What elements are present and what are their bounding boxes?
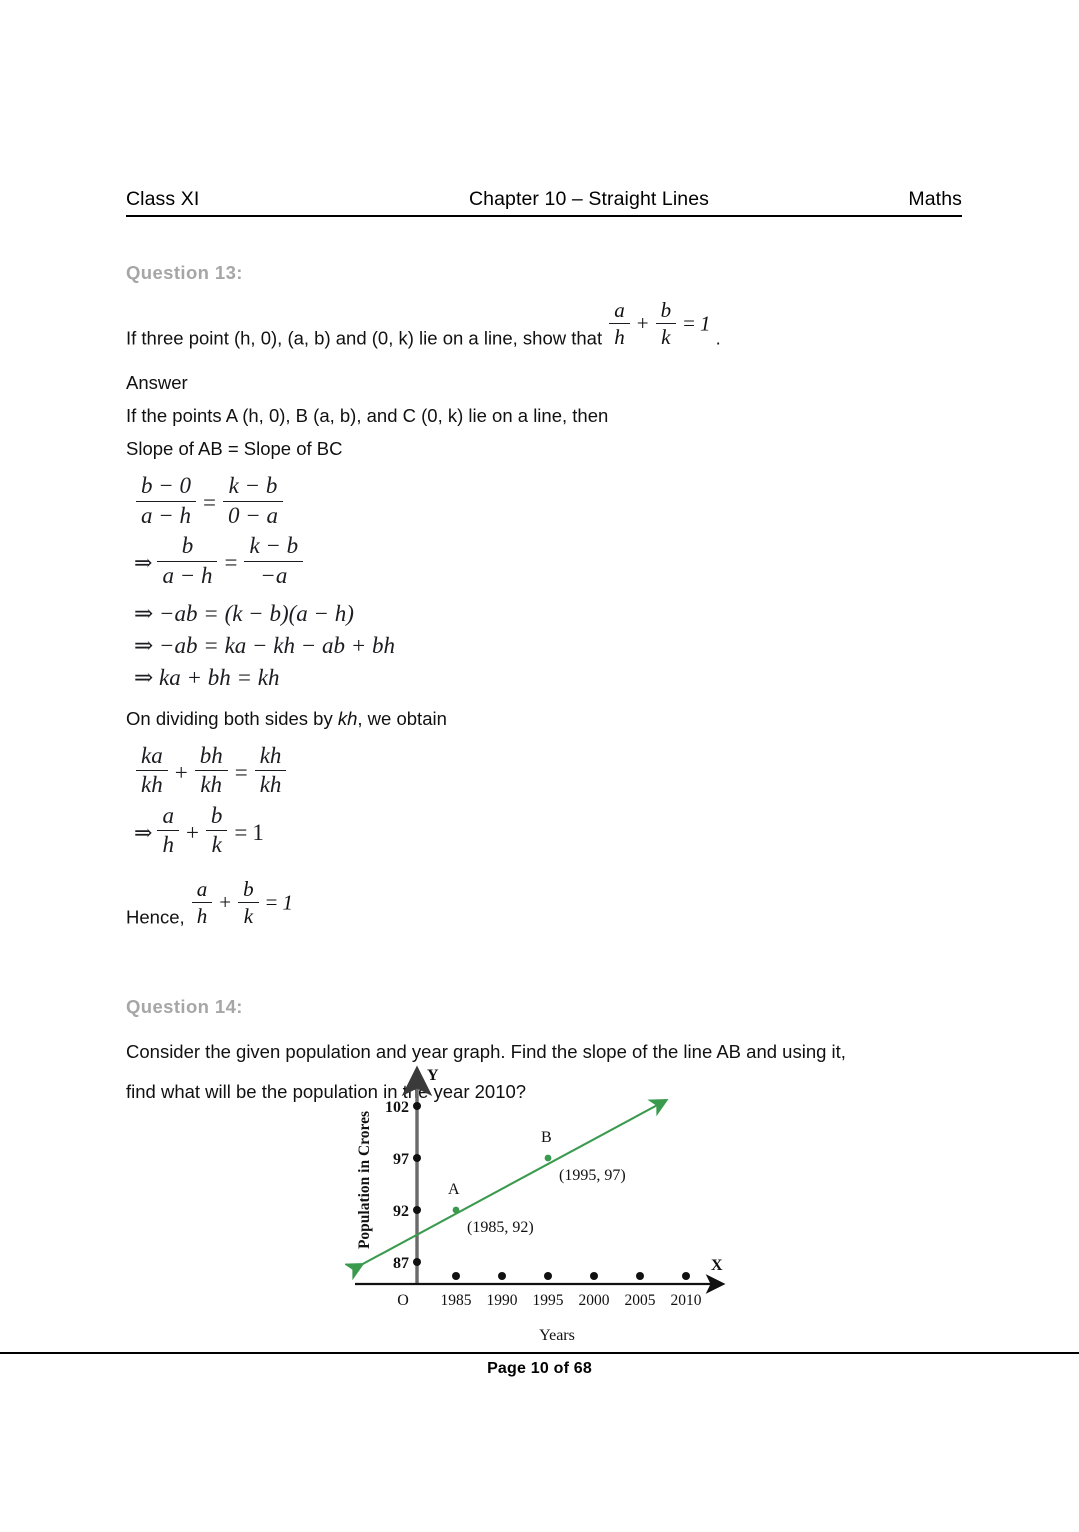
divide-instruction-term: kh [337,708,358,730]
fraction-ka-over-kh: $\frac{ka}{kh}$ [136,743,168,799]
x-tick-dot-2005 [636,1272,644,1280]
point-label-A: A [448,1181,460,1198]
answer-line-2: Slope of AB = Slope of BC [126,438,343,460]
x-tick-label-1985: 1985 [440,1292,472,1309]
point-annotation-A: (1985, 92) [467,1219,534,1236]
page-content [126,262,966,1108]
header-class-label: Class XI [126,188,200,210]
point-annotation-B: (1995, 97) [559,1167,626,1184]
x-tick-dot-1990 [498,1272,506,1280]
fraction-a-over-h: $\frac{a}{h}$ [609,298,630,349]
data-point-A [453,1207,460,1214]
y-tick-dot-102 [413,1102,421,1110]
x-tick-label-2005: 2005 [624,1292,656,1309]
implies-arrow: ⇒ [134,550,153,576]
question-14-line-1: Consider the given population and year graph. Find the slope of the line AB and using it, [126,1041,846,1063]
fraction-k-minus-b-over-minus-a: $\frac{k - b}{-a}$ [244,533,303,589]
equals-operator: = [224,550,238,576]
equals-operator: = [234,819,248,845]
y-axis-letter: Y [427,1067,439,1084]
line-AB [359,1102,663,1266]
data-point-B [545,1155,552,1162]
footer-divider [0,1352,1079,1354]
x-tick-dot-2010 [682,1272,690,1280]
y-tick-dot-87 [413,1258,421,1266]
fraction-a-over-h: $\frac{a}{h}$ [192,877,213,928]
point-label-B: B [541,1129,552,1146]
equation-final-result [134,802,966,861]
header-subject-label: Maths [908,188,962,210]
plus-operator: + [636,311,649,336]
answer-line-1: If the points A (h, 0), B (a, b), and C (0, k) lie on a line, then [126,405,609,427]
fraction-b-over-k: $\frac{b}{k}$ [656,298,677,349]
question-13-statement-period: . [715,327,721,349]
x-tick-label-2010: 2010 [670,1292,702,1309]
value-one: 1 [699,311,711,336]
y-axis-title: Population in Crores [356,1110,373,1250]
equation-simplified-ratio [134,535,966,591]
y-tick-label-97: 97 [393,1151,409,1168]
x-tick-label-1995: 1995 [532,1292,564,1309]
equation-expanded: ⇒ −ab = ka − kh − ab + bh [134,633,396,659]
x-tick-dot-2000 [590,1272,598,1280]
value-one: 1 [252,819,264,845]
population-year-graph [345,1062,765,1352]
origin-label: O [397,1292,409,1309]
hence-conclusion [126,876,966,944]
y-tick-label-92: 92 [393,1203,409,1220]
divide-instruction-before: On dividing both sides by [126,708,333,730]
y-tick-label-102: 102 [385,1099,409,1116]
divide-instruction [126,703,966,735]
equals-operator: = [683,311,695,336]
page-header [126,188,962,217]
plus-operator: + [185,819,199,845]
equation-cross-multiplied: ⇒ −ab = (k − b)(a − h) [134,601,354,627]
fraction-kh-over-kh: $\frac{kh}{kh}$ [255,743,287,799]
fraction-b-minus-0-over-a-minus-h: $\frac{b - 0}{a - h}$ [136,473,196,529]
divide-instruction-after: , we obtain [357,708,447,730]
y-tick-dot-97 [413,1154,421,1162]
equation-divided-by-kh [134,745,966,801]
x-axis-title: Years [539,1327,575,1344]
equation-rearranged: ⇒ ka + bh = kh [134,665,280,691]
question-14-line-2: find what will be the population in the year 2010? [126,1081,527,1103]
header-chapter-title: Chapter 10 – Straight Lines [468,188,710,210]
value-one: 1 [282,890,293,915]
answer-label: Answer [126,372,188,394]
equals-operator: = [234,759,248,785]
fraction-bh-over-kh: $\frac{bh}{kh}$ [195,743,228,799]
y-tick-label-87: 87 [393,1255,409,1272]
question-13-statement [126,298,966,365]
hence-equation [190,876,293,930]
x-tick-dot-1995 [544,1272,552,1280]
equals-operator: = [203,490,217,516]
hence-label: Hence, [126,906,185,928]
x-tick-label-1990: 1990 [486,1292,518,1309]
question-14-heading: Question 14: [126,996,243,1018]
equation-slope-ratio [134,475,966,531]
question-13-statement-equation [607,300,710,351]
implies-arrow: ⇒ [134,819,153,845]
fraction-k-minus-b-over-0-minus-a: $\frac{k - b}{0 - a}$ [223,473,283,529]
fraction-a-over-h: $\frac{a}{h}$ [157,803,179,859]
footer-page-number: Page 10 of 68 [487,1360,592,1377]
x-axis-letter: X [711,1257,723,1274]
equals-operator: = [265,890,278,915]
fraction-b-over-a-minus-h: $\frac{b}{a - h}$ [157,533,217,589]
y-tick-dot-92 [413,1206,421,1214]
fraction-b-over-k: $\frac{b}{k}$ [206,803,228,859]
x-tick-label-2000: 2000 [578,1292,610,1309]
x-tick-dot-1985 [452,1272,460,1280]
question-13-statement-text: If three point (h, 0), (a, b) and (0, k) lie on a line, show that [126,327,603,349]
question-13-heading: Question 13: [126,262,243,283]
plus-operator: + [219,890,232,915]
plus-operator: + [174,759,188,785]
fraction-b-over-k: $\frac{b}{k}$ [238,877,259,928]
